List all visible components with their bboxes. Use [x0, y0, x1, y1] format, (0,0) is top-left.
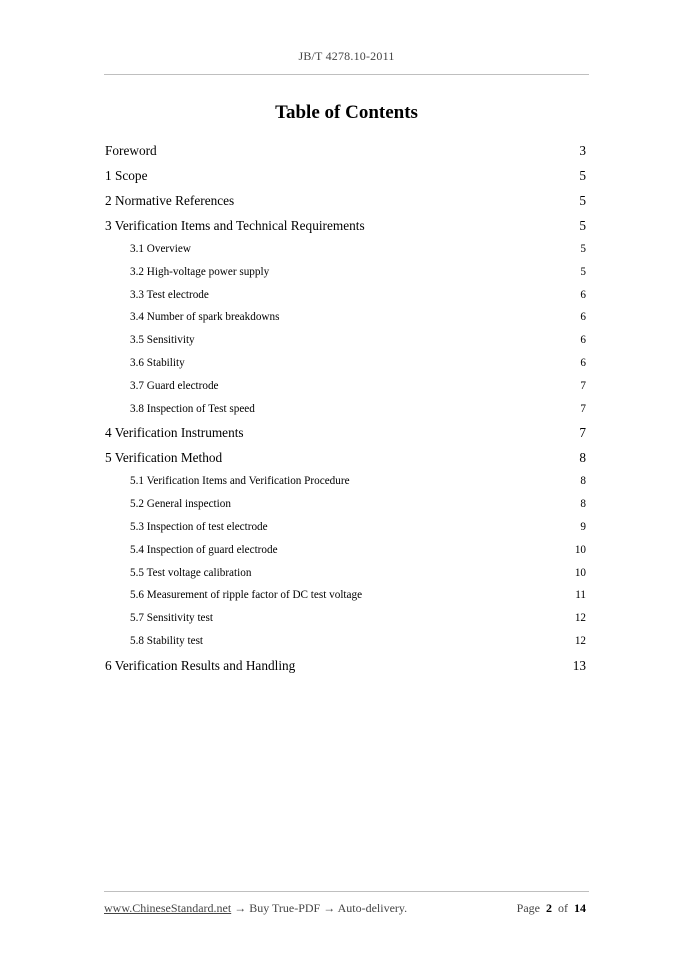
toc-entry-5-1[interactable]	[105, 470, 586, 493]
toc-entry-page: 6	[580, 311, 586, 324]
toc-entry-page: 3	[579, 143, 586, 158]
page-indicator	[517, 901, 586, 916]
toc-entry-3-6[interactable]	[105, 352, 586, 375]
toc-entry-page: 5	[579, 218, 586, 233]
page-label: Page	[516, 901, 540, 915]
footer-divider	[104, 891, 589, 892]
toc-entry-page: 12	[574, 612, 586, 625]
arrow-right-icon: →	[234, 901, 247, 915]
page-of: of	[558, 901, 568, 915]
header-divider	[104, 74, 589, 75]
toc-entry-title: 3.6 Stability	[130, 356, 185, 369]
toc-entry-normative-references[interactable]	[105, 188, 586, 213]
toc-entry-page: 8	[580, 475, 586, 488]
toc-entry-page: 5	[579, 193, 586, 208]
toc-entry-page: 5	[580, 243, 586, 255]
toc-entry-page: 10	[574, 543, 586, 556]
toc-entry-5-2[interactable]	[105, 493, 586, 516]
toc-entry-5-8[interactable]	[105, 630, 586, 653]
toc-entry-title: 2 Normative References	[105, 193, 235, 208]
toc-entry-title: 5.4 Inspection of guard electrode	[130, 543, 278, 556]
toc-entry-3-3[interactable]	[105, 284, 586, 307]
toc-entry-verification-results[interactable]	[105, 653, 586, 678]
toc-entry-page: 7	[580, 402, 586, 415]
toc-entry-title: 5.5 Test voltage calibration	[130, 566, 252, 579]
toc-entry-page: 5	[580, 265, 586, 278]
toc-entry-3-1[interactable]	[105, 238, 586, 261]
toc-entry-title: 5.8 Stability test	[130, 634, 204, 647]
toc-entry-title: 3 Verification Items and Technical Requirements	[105, 218, 365, 233]
arrow-right-icon: →	[323, 901, 336, 915]
toc-entry-title: 5.6 Measurement of ripple factor of DC test voltage	[130, 589, 363, 602]
toc-entry-5-4[interactable]	[105, 539, 586, 562]
site-link[interactable]: www.ChineseStandard.net	[104, 901, 232, 915]
toc-entry-title: 6 Verification Results and Handling	[105, 657, 296, 673]
toc-entry-3-8[interactable]	[105, 398, 586, 421]
toc-entry-scope[interactable]	[105, 163, 586, 188]
toc-entry-title: 4 Verification Instruments	[105, 425, 244, 441]
toc-entry-title: 3.3 Test electrode	[130, 288, 209, 301]
toc-entry-page: 6	[580, 334, 586, 347]
toc-entry-title: 3.7 Guard electrode	[130, 379, 219, 392]
toc-entry-5-6[interactable]	[105, 584, 586, 607]
toc-entry-page: 6	[580, 356, 586, 369]
toc-entry-title: 5 Verification Method	[105, 450, 223, 466]
toc-entry-verification-instruments[interactable]	[105, 420, 586, 445]
toc-entry-3-5[interactable]	[105, 329, 586, 352]
toc-entry-3-7[interactable]	[105, 375, 586, 398]
toc-entry-page: 10	[574, 566, 586, 579]
toc-entry-title: 5.7 Sensitivity test	[130, 612, 213, 625]
toc-entry-page: 7	[580, 379, 586, 392]
toc-entry-5-5[interactable]	[105, 562, 586, 585]
page-total: 14	[574, 901, 586, 915]
toc-entry-page: 5	[579, 168, 586, 183]
document-code: JB/T 4278.10-2011	[298, 49, 395, 63]
toc-entry-page: 7	[579, 425, 586, 441]
toc-entry-title: 5.2 General inspection	[130, 498, 231, 511]
toc-entry-page: 8	[579, 450, 586, 466]
toc-title: Table of Contents	[275, 102, 418, 123]
auto-delivery-text: Auto-delivery.	[337, 901, 408, 915]
toc-entry-verification-items[interactable]	[105, 213, 586, 238]
toc-entry-verification-method[interactable]	[105, 445, 586, 470]
toc-entry-3-2[interactable]	[105, 261, 586, 284]
toc-entry-title: 3.5 Sensitivity	[130, 334, 195, 347]
toc-entry-3-4[interactable]	[105, 306, 586, 329]
toc-entry-title: 3.2 High-voltage power supply	[130, 265, 270, 278]
toc-entry-page: 9	[580, 520, 586, 533]
toc-entry-title: 5.3 Inspection of test electrode	[130, 520, 268, 533]
toc-entry-title: 5.1 Verification Items and Verification Procedure	[130, 475, 350, 488]
toc-entry-page: 8	[580, 498, 586, 511]
page-current: 2	[546, 901, 552, 915]
toc-entry-page: 12	[574, 634, 586, 647]
toc-entry-5-3[interactable]	[105, 516, 586, 539]
toc-entry-foreword[interactable]	[105, 138, 586, 163]
toc-entry-page: 6	[580, 288, 586, 301]
toc-entry-title: 3.8 Inspection of Test speed	[130, 402, 255, 415]
toc-list	[105, 138, 586, 678]
toc-entry-page: 11	[575, 589, 586, 602]
toc-entry-title: 3.1 Overview	[130, 243, 191, 255]
footer-promo	[104, 901, 407, 916]
toc-entry-title: Foreword	[105, 143, 157, 158]
toc-entry-title: 1 Scope	[105, 168, 148, 183]
buy-pdf-text: Buy True-PDF	[249, 901, 321, 915]
toc-entry-page: 13	[572, 657, 586, 673]
toc-entry-title: 3.4 Number of spark breakdowns	[130, 311, 280, 324]
toc-entry-5-7[interactable]	[105, 607, 586, 630]
